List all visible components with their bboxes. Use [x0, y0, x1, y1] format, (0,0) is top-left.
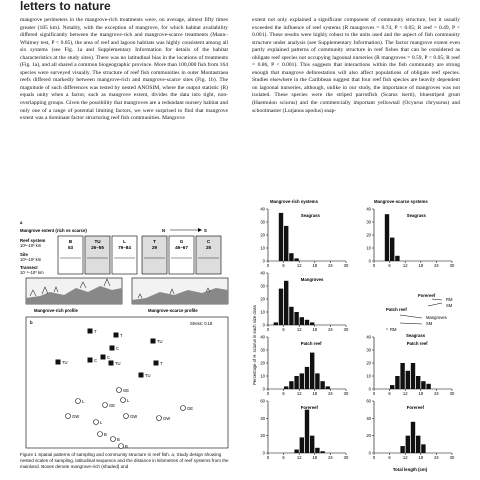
- histogram-bar: [320, 451, 324, 453]
- x-tick-label: 12: [402, 391, 408, 396]
- box-value: 46–67: [175, 245, 188, 250]
- histogram-bar: [300, 317, 304, 325]
- box-code: C: [206, 239, 211, 244]
- y-tick-label: 20: [260, 360, 265, 366]
- legend-item: Seagrass: [406, 333, 426, 338]
- x-tick-label: 6: [282, 327, 285, 332]
- x-tick-label: 0: [266, 327, 270, 332]
- histogram-panel: [260, 207, 349, 269]
- y-tick-label: 0: [262, 258, 265, 264]
- mds-point: [94, 420, 99, 425]
- histogram-bar: [390, 238, 394, 261]
- histogram-bar: [289, 307, 293, 325]
- x-tick-label: 24: [328, 327, 333, 332]
- col-title-scarce: Mangrove-scarce systems: [374, 199, 428, 204]
- x-tick-label: 0: [266, 455, 270, 460]
- figure-1b-ordination: [20, 315, 235, 450]
- histogram-bar: [289, 253, 293, 261]
- x-tick-label: 6: [388, 455, 391, 460]
- profile-label-rich: Mangrove-rich profile: [34, 308, 78, 313]
- panel-label-b: b: [30, 320, 33, 325]
- histogram-bar: [305, 320, 309, 325]
- x-tick-label: 12: [402, 455, 408, 460]
- row-label: Reef system: [20, 238, 46, 243]
- histogram-panel: [366, 207, 455, 269]
- mds-point-label: T: [160, 361, 163, 366]
- panel-title: Forereef: [300, 405, 318, 410]
- x-tick-label: 6: [282, 455, 285, 460]
- y-tick-label: 10: [260, 309, 265, 315]
- x-tick-label: 24: [328, 263, 333, 268]
- profile-label-scarce: Mangrove-scarce profile: [148, 308, 198, 313]
- x-tick-label: 30: [343, 455, 349, 460]
- row-scale: 10²–10³ km: [20, 243, 42, 248]
- histogram-panel: [366, 399, 455, 461]
- x-tick-label: 24: [328, 391, 333, 396]
- histogram-bar: [315, 448, 319, 453]
- row-label: Site: [20, 252, 28, 257]
- y-tick-label: 40: [260, 415, 265, 421]
- body-text-left-column: [20, 17, 228, 123]
- y-tick-label: 20: [366, 360, 371, 366]
- y-tick-label: 40: [260, 270, 265, 276]
- histogram-bar: [294, 312, 298, 325]
- mds-point-label: GE: [187, 406, 194, 411]
- box-code: TU: [94, 239, 101, 244]
- x-tick-label: 18: [312, 455, 318, 460]
- histogram-bar: [274, 322, 278, 325]
- histogram-bar: [385, 214, 389, 261]
- mds-point: [66, 414, 71, 419]
- histogram-bar: [326, 386, 330, 389]
- histogram-bar: [426, 384, 430, 389]
- south-label: S: [204, 228, 207, 233]
- histogram-bar: [395, 376, 399, 389]
- mds-point-label: GW: [163, 416, 171, 421]
- x-tick-label: 18: [312, 327, 318, 332]
- x-tick-label: 12: [402, 263, 408, 268]
- box-code: B: [68, 239, 73, 244]
- y-tick-label: 40: [366, 415, 371, 421]
- y-tick-label: 40: [366, 206, 371, 212]
- mds-point: [114, 333, 119, 338]
- mds-point: [154, 361, 159, 366]
- x-axis-label: Total length (cm): [392, 467, 428, 472]
- histogram-bar: [300, 373, 304, 389]
- x-tick-label: 18: [312, 263, 318, 268]
- mds-point-label: TU: [157, 339, 163, 344]
- x-tick-label: 12: [296, 455, 302, 460]
- col-title-rich: Mangrove-rich systems: [270, 199, 319, 204]
- mds-point-label: C: [107, 355, 111, 360]
- arrowhead-icon: [198, 228, 202, 232]
- x-tick-label: 30: [343, 327, 349, 332]
- mds-point: [157, 416, 162, 421]
- mds-point: [151, 339, 156, 344]
- histogram-bar: [284, 226, 288, 261]
- histogram-bar: [390, 385, 394, 389]
- histogram-panel: [260, 335, 349, 397]
- y-tick-label: 20: [366, 232, 371, 238]
- y-tick-label: 60: [366, 398, 371, 404]
- row-label: Transect: [20, 265, 38, 270]
- mds-point-label: B: [125, 444, 128, 449]
- histogram-bar: [416, 436, 420, 453]
- reef-system-boxes: [58, 236, 221, 274]
- mds-point: [124, 414, 129, 419]
- y-tick-label: 30: [260, 219, 265, 225]
- x-tick-label: 30: [449, 263, 455, 268]
- mds-point: [88, 358, 93, 363]
- x-tick-label: 6: [282, 391, 285, 396]
- y-tick-label: 0: [262, 386, 265, 392]
- histogram-bar: [294, 258, 298, 261]
- histogram-bar: [395, 256, 399, 261]
- histogram-bar: [310, 322, 314, 325]
- histogram-bar: [305, 410, 309, 453]
- y-tick-label: 0: [368, 386, 371, 392]
- histogram-bar: [310, 353, 314, 389]
- histogram-bar: [400, 363, 404, 389]
- x-tick-label: 30: [343, 391, 349, 396]
- mds-point: [121, 398, 126, 403]
- figure-1c-size-histograms: [250, 195, 472, 475]
- x-tick-label: 24: [434, 455, 439, 460]
- figure-1a: [20, 218, 235, 321]
- panel-title: Seagrass: [406, 213, 426, 218]
- histogram-bar: [320, 381, 324, 389]
- legend-item: SM: [446, 303, 453, 308]
- mds-point: [56, 360, 61, 365]
- x-tick-label: 24: [434, 391, 439, 396]
- mds-point-label: L: [100, 420, 103, 425]
- y-tick-label: 0: [368, 450, 371, 456]
- mds-point-label: C: [94, 358, 98, 363]
- x-tick-label: 6: [282, 263, 285, 268]
- box-value: 29: [151, 245, 158, 250]
- y-tick-label: 30: [366, 219, 371, 225]
- y-tick-label: 20: [260, 296, 265, 302]
- x-tick-label: 24: [328, 455, 333, 460]
- y-tick-label: 10: [260, 245, 265, 251]
- legend-title: Forereef: [418, 293, 436, 298]
- y-tick-label: 40: [366, 334, 371, 340]
- legend-item: RM: [446, 297, 453, 302]
- y-tick-label: 10: [366, 245, 371, 251]
- histogram-bar: [279, 289, 283, 325]
- mds-point-label: GE: [123, 388, 130, 393]
- legend-item: Patch reef: [386, 307, 407, 312]
- histogram-bar: [400, 446, 404, 453]
- histogram-bar: [284, 386, 288, 389]
- mds-point-label: L: [82, 399, 85, 404]
- histogram-bar: [289, 381, 293, 389]
- mds-point-label: TU: [115, 361, 121, 366]
- legend-item: RM: [390, 327, 397, 332]
- mds-point: [98, 432, 103, 437]
- x-tick-label: 0: [266, 391, 270, 396]
- x-tick-label: 6: [388, 263, 391, 268]
- x-tick-label: 12: [296, 391, 302, 396]
- histogram-bar: [305, 367, 309, 389]
- y-tick-label: 20: [260, 232, 265, 238]
- box-value: 79–84: [118, 245, 131, 250]
- legend-item: SM: [426, 321, 433, 326]
- y-tick-label: 60: [260, 398, 265, 404]
- row-scale: 10⁻¹–10⁰ km: [20, 270, 44, 275]
- histogram-bar: [411, 363, 415, 389]
- panel-title: Seagrass: [300, 213, 320, 218]
- transect-profile-rich: [26, 278, 122, 304]
- histogram-bar: [411, 422, 415, 453]
- x-tick-label: 18: [418, 455, 424, 460]
- panel-title: Forereef: [406, 405, 424, 410]
- legend-item: Mangroves: [426, 315, 447, 320]
- mds-point: [119, 444, 124, 449]
- mds-point-label: TU: [145, 373, 151, 378]
- body-text-right-column: [252, 17, 460, 115]
- mds-point-label: GW: [130, 414, 138, 419]
- x-tick-label: 6: [388, 391, 391, 396]
- mds-point-label: GE: [109, 403, 116, 408]
- mds-point: [109, 361, 114, 366]
- mds-point-label: B: [117, 437, 120, 442]
- histogram-panel: [260, 271, 349, 333]
- body-paragraph: extent not only explained a significant component of community structure, but it usually exceeded the influence of reef systems (R mangroves = 0.74, P < 0.05; R reef = 0.49, P < 0.001). These results were highly robust to the units used and the aspect of fish community structure under analysis (see Supplementary Information). The factor mangrove extent even partly explained patterns of community structure in reef fishes that can be considered as obligate reef species not occupying lagoonal nurseries (R mangroves = 0.59, P < 0.05; R reef = 0.86, P < 0.001). This suggests that interactions within the fish community are strong enough that mangrove deforestation will also affect populations of obligate reef species. Studies elsewhere in the Caribbean suggest that four reef fish species are heavily dependent on lagoonal nurseries, although, unlike in our study, the importance of mangroves was not isolated. These species were the striped parrotfish (Scarus iserti), bluestriped grunt (Haemulon sciurus) and the commercially important yellowtail (Ocyurus chrysurus) and schoolmaster (Lutjanus apodus) snap-: [252, 17, 460, 114]
- histogram-bar: [406, 436, 410, 453]
- x-tick-label: 0: [372, 263, 376, 268]
- histogram-panels: [260, 207, 455, 461]
- mds-point: [103, 403, 108, 408]
- histogram-bar: [310, 436, 314, 453]
- stress-value: Stress: 0.18: [190, 321, 213, 326]
- histogram-panel: [366, 335, 455, 397]
- figure-caption: Figure 1 Spatial patterns of sampling and community structure in reef fish. a, Study design showing nested scales of sampling, latitudinal sequence and the distance in kilometres of reef systems from the mainland. Boxes denote mangrove-rich (shaded) and: [20, 452, 229, 470]
- row-scale: 10¹–10² km: [20, 257, 42, 262]
- x-tick-label: 24: [434, 263, 439, 268]
- x-tick-label: 0: [266, 263, 270, 268]
- histogram-bar: [284, 281, 288, 325]
- x-tick-label: 0: [372, 391, 376, 396]
- mds-point-label: T: [94, 329, 97, 334]
- mds-point-label: TU: [62, 360, 68, 365]
- y-tick-label: 0: [262, 322, 265, 328]
- histogram-bar: [279, 213, 283, 261]
- page-header: [0, 0, 480, 12]
- mds-point-label: L: [127, 398, 130, 403]
- mds-point: [111, 437, 116, 442]
- y-tick-label: 10: [260, 373, 265, 379]
- panel-label-a: a: [20, 220, 23, 225]
- panel-title: Patch reef: [300, 341, 322, 346]
- mds-point-label: GW: [72, 414, 80, 419]
- histogram-bar: [315, 373, 319, 389]
- y-tick-label: 20: [366, 433, 371, 439]
- y-tick-label: 40: [260, 334, 265, 340]
- histogram-bar: [416, 376, 420, 389]
- body-paragraph: mangrove perimeters in the mangrove-rich treatments were, on average, almost fifty times greater (185 km). Notably, with the exception of mangrove, for which habitat availability differed significantly between the mangrove-rich and mangrove-scarce treatments (Mann–Whitney test, P < 0.05), the area of reef and lagoon habitats was highly consistent among all six systems (see Fig. 1a and Supplementary Information for details of the habitat characteristics at the study sites). There was no latitudinal bias in the locations of treatments (Fig. 1a), and all shared a common biogeographic province. More than 100,000 fish from 164 species were surveyed visually. The structure of reef fish communities in outer Montastraea reefs differed markedly between mangrove-rich and mangrove-scarce sites (Fig. 1b). The magnitude of such differences was tested by nested ANOSIM, where the output statistic (R) equals unity when a factor, such as mangrove extent, divides the data into tight, non-overlapping groups. Given the possibility that mangroves are a redundant nursery habitat and only one of a range of potential limiting factors, we were surprised to find that mangrove extent was a dominant factor structuring reef fish communities. Mangrove: [20, 17, 228, 122]
- transect-profile-scarce: [132, 278, 228, 304]
- fig-a-title: Mangrove extent (rich vs scarce): [20, 228, 87, 233]
- x-tick-label: 30: [449, 391, 455, 396]
- y-tick-label: 30: [260, 283, 265, 289]
- x-tick-label: 18: [418, 263, 424, 268]
- x-tick-label: 12: [296, 263, 302, 268]
- y-tick-label: 30: [366, 347, 371, 353]
- legend: [386, 293, 453, 338]
- x-tick-label: 30: [343, 263, 349, 268]
- mds-point-label: B: [104, 432, 107, 437]
- x-tick-label: 18: [312, 391, 318, 396]
- mds-point: [76, 399, 81, 404]
- x-tick-label: 18: [418, 391, 424, 396]
- histogram-bar: [421, 381, 425, 389]
- histogram-bar: [300, 437, 304, 453]
- y-tick-label: 40: [260, 206, 265, 212]
- histogram-bar: [421, 444, 425, 453]
- mds-point: [88, 329, 93, 334]
- box-code: L: [123, 239, 126, 244]
- y-tick-label: 0: [262, 450, 265, 456]
- mds-point: [110, 346, 115, 351]
- y-axis-label: Percentage of H. sciurus in each size class: [252, 305, 257, 385]
- mds-point: [139, 373, 144, 378]
- box-value: 53: [67, 245, 74, 250]
- box-value: 25: [205, 245, 212, 250]
- box-code: T: [153, 239, 156, 244]
- y-tick-label: 20: [260, 433, 265, 439]
- histogram-bar: [294, 376, 298, 389]
- y-tick-label: 30: [260, 347, 265, 353]
- x-tick-label: 12: [296, 327, 302, 332]
- mds-point: [101, 355, 106, 360]
- panel-title: Mangroves: [300, 277, 324, 282]
- histogram-bar: [406, 371, 410, 389]
- box-code: G: [179, 239, 184, 244]
- journal-title: letters to nature: [20, 0, 111, 13]
- histogram-panel: [260, 399, 349, 461]
- mds-point-label: C: [116, 346, 120, 351]
- x-tick-label: 0: [372, 455, 376, 460]
- north-label: N: [162, 228, 166, 233]
- mds-point: [181, 406, 186, 411]
- panel-title: Patch reef: [406, 341, 428, 346]
- histogram-bar: [294, 450, 298, 453]
- x-tick-label: 30: [449, 455, 455, 460]
- y-tick-label: 10: [366, 373, 371, 379]
- box-value: 26–55: [91, 245, 104, 250]
- mds-point-label: T: [120, 333, 123, 338]
- mds-point: [117, 388, 122, 393]
- y-tick-label: 0: [368, 258, 371, 264]
